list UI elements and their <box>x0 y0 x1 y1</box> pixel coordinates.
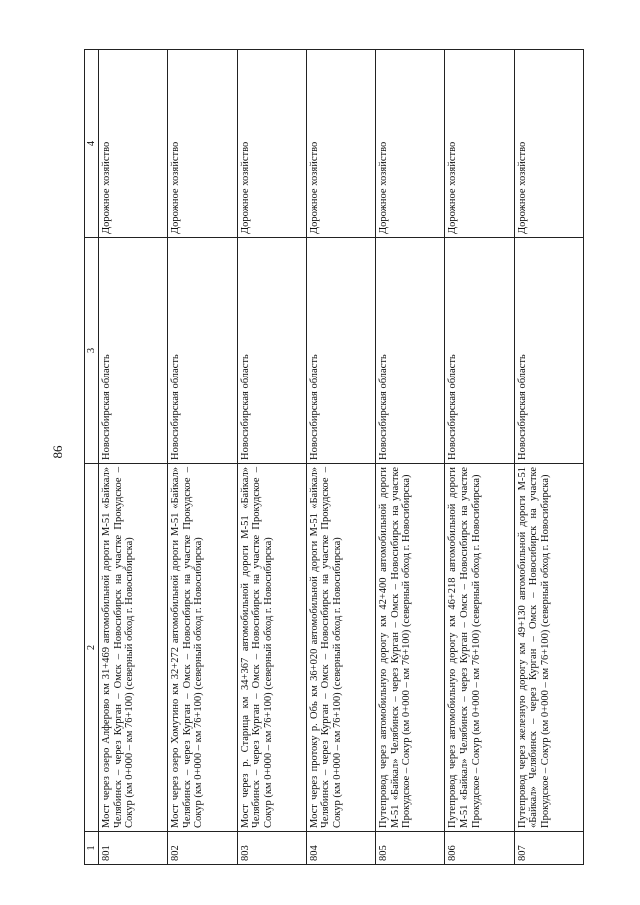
object-name: Мост через р. Старица км 34+367 автомобильной дороги М-51 «Байкал» Челябинск – через Курган – Омск – Новосибирск на участке Прокудское – Сокур (км 0+000 – км 76+100) (северный обход г. Новосибирска) <box>237 464 306 832</box>
row-number: 801 <box>99 832 168 865</box>
row-number: 807 <box>514 832 583 865</box>
row-number: 806 <box>445 832 514 865</box>
table-row <box>237 50 306 865</box>
row-number: 804 <box>306 832 375 865</box>
object-name: Путепровод через автомобильную дорогу км 46+218 автомобильной дороги М-51 «Байкал» Челябинск – через Курган – Омск – Новосибирск на участке Прокудское – Сокур (км 0+000 – км 76+100) (северный обход г. Новосибирска) <box>445 464 514 832</box>
region-cell: Новосибирская область <box>376 238 445 464</box>
page-number: 86 <box>50 445 65 459</box>
row-number: 802 <box>168 832 237 865</box>
region-cell: Новосибирская область <box>168 238 237 464</box>
region-cell: Новосибирская область <box>306 238 375 464</box>
table-row <box>306 50 375 865</box>
document-sheet <box>84 50 584 865</box>
column-header: 2 <box>85 464 99 832</box>
table-row <box>514 50 583 865</box>
column-header: 3 <box>85 238 99 464</box>
header-row <box>85 50 99 865</box>
category-cell: Дорожное хозяйство <box>168 50 237 238</box>
region-cell: Новосибирская область <box>445 238 514 464</box>
column-header: 4 <box>85 50 99 238</box>
objects-table <box>84 49 584 865</box>
table-row <box>168 50 237 865</box>
object-name: Путепровод через железную дорогу км 49+130 автомобильной дороги М-51 «Байкал» Челябинск – через Курган – Омск – Новосибирск на участке Прокудское – Сокур (км 0+000 – км 76+100) (северный обход г. Новосибирска) <box>514 464 583 832</box>
category-cell: Дорожное хозяйство <box>237 50 306 238</box>
category-cell: Дорожное хозяйство <box>99 50 168 238</box>
row-number: 805 <box>376 832 445 865</box>
table-row <box>445 50 514 865</box>
object-name: Мост через озеро Хомутино км 32+272 автомобильной дороги М-51 «Байкал» Челябинск – через Курган – Омск – Новосибирск на участке Прокудское – Сокур (км 0+000 – км 76+100) (северный обход г. Новосибирска) <box>168 464 237 832</box>
category-cell: Дорожное хозяйство <box>514 50 583 238</box>
row-number: 803 <box>237 832 306 865</box>
category-cell: Дорожное хозяйство <box>306 50 375 238</box>
table-row <box>99 50 168 865</box>
object-name: Мост через протоку р. Обь км 36+020 автомобильной дороги М-51 «Байкал» Челябинск – через Курган – Омск – Новосибирск на участке Прокудское – Сокур (км 0+000 – км 76+100) (северный обход г. Новосибирска) <box>306 464 375 832</box>
column-header: 1 <box>85 832 99 865</box>
category-cell: Дорожное хозяйство <box>445 50 514 238</box>
region-cell: Новосибирская область <box>237 238 306 464</box>
region-cell: Новосибирская область <box>99 238 168 464</box>
region-cell: Новосибирская область <box>514 238 583 464</box>
table-row <box>376 50 445 865</box>
object-name: Мост через озеро Алферово км 31+469 автомобильной дороги М-51 «Байкал» Челябинск – через Курган – Омск – Новосибирск на участке Прокудское – Сокур (км 0+000 – км 76+100) (северный обход г. Новосибирска) <box>99 464 168 832</box>
category-cell: Дорожное хозяйство <box>376 50 445 238</box>
object-name: Путепровод через автомобильную дорогу км 42+400 автомобильной дороги М-51 «Байкал» Челябинск – через Курган – Омск – Новосибирск на участке Прокудское – Сокур (км 0+000 – км 76+100) (северный обход г. Новосибирска) <box>376 464 445 832</box>
